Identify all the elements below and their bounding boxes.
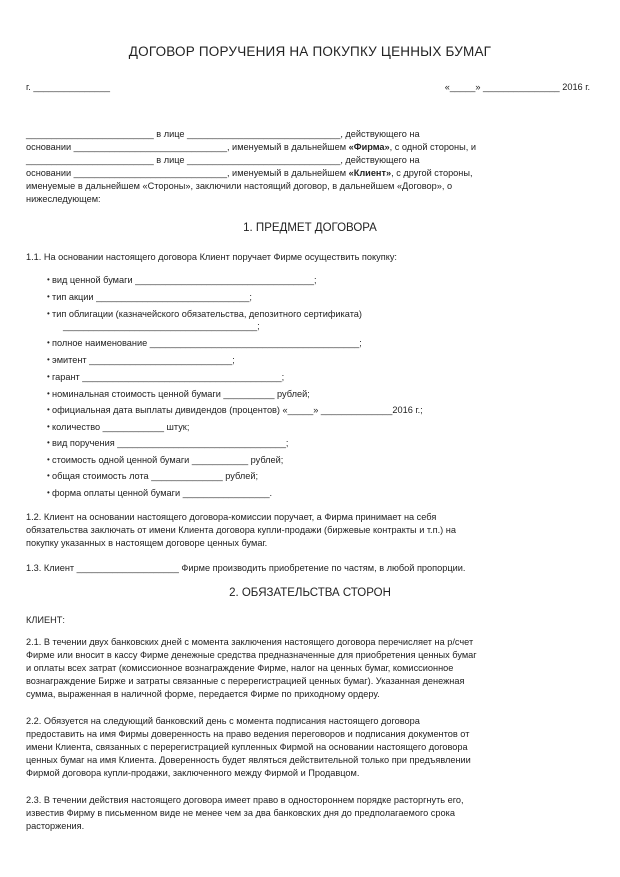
bullet-item: • тип облигации (казначейского обязательства, депозитного сертификата)	[52, 308, 362, 320]
paragraph-2-3-line: известив Фирму в письменном виде не менее чем за два банковских дня до предполагаемого срока	[26, 808, 455, 818]
preamble-line: _________________________ в лице ______________________________, действующего на	[26, 129, 420, 139]
paragraph-2-2-line: предоставить на имя Фирмы доверенность на право ведения переговоров и подписания документов от	[26, 729, 470, 739]
bullet-item: • полное наименование _________________________________________;	[52, 337, 362, 349]
preamble-line: основании ______________________________, именуемый в дальнейшем «Клиент», с другой стороны,	[26, 168, 473, 178]
preamble-line: именуемые в дальнейшем «Стороны», заключили настоящий договор, в дальнейшем «Договор», о	[26, 181, 453, 191]
page-title: ДОГОВОР ПОРУЧЕНИЯ НА ПОКУПКУ ЦЕННЫХ БУМАГ	[128, 44, 492, 59]
paragraph-2-2-line: Фирмой договора купли-продажи, заключенного между Фирмой и Продавцом.	[26, 768, 360, 778]
bullet-item: • вид ценной бумаги ___________________________________;	[52, 274, 317, 286]
paragraph-1-1: 1.1. На основании настоящего договора Клиент поручает Фирме осуществить покупку:	[26, 252, 397, 262]
client-label: КЛИЕНТ:	[26, 615, 65, 625]
paragraph-2-1-line: и оплаты всех затрат (комиссионное вознаграждение Фирме, налог на ценных бумаг, комиссионное	[26, 663, 454, 673]
bullet-item: • гарант _______________________________________;	[52, 371, 284, 383]
paragraph-2-3-line: 2.3. В течении действия настоящего договора имеет право в одностороннем порядке расторгнуть его,	[26, 795, 464, 805]
bullet-item: • эмитент ____________________________;	[52, 354, 235, 366]
bullet-item: • количество ____________ штук;	[52, 421, 189, 433]
bullet-item: • тип акции ______________________________;	[52, 291, 252, 303]
bullet-item: • номинальная стоимость ценной бумаги __________ рублей;	[52, 388, 310, 400]
bullet-item: • стоимость одной ценной бумаги ___________ рублей;	[52, 454, 283, 466]
paragraph-2-1-line: сумма, выраженная в наличной форме, передается Фирме по приходному ордеру.	[26, 689, 380, 699]
bullet-item: • общая стоимость лота ______________ рублей;	[52, 470, 258, 482]
section-heading-2: 2. ОБЯЗАТЕЛЬСТВА СТОРОН	[229, 587, 391, 599]
paragraph-2-1-line: вознаграждение Бирже и затраты связанные с перерегистрацией ценных бумаг). Указанная денежная	[26, 676, 465, 686]
paragraph-1-2-line: покупку указанных в настоящем договоре ценных бумаг.	[26, 538, 268, 548]
paragraph-2-2-line: имени Клиента, связанных с перерегистрацией купленных Фирмой на основании настоящего договора	[26, 742, 468, 752]
city-line: г. _______________	[26, 82, 110, 92]
section-heading-1: 1. ПРЕДМЕТ ДОГОВОРА	[243, 222, 377, 234]
bullet-item: • вид поручения _________________________________;	[52, 437, 288, 449]
paragraph-1-2-line: обязательства заключать от имени Клиента договора купли-продажи (биржевые контракты и т.п.) на	[26, 525, 456, 535]
bullet-item: • официальная дата выплаты дивидендов (процентов) «_____» ______________2016 г.;	[52, 404, 423, 416]
paragraph-2-1-line: Фирме или вносит в кассу Фирме денежные средства предназначенные для приобретения ценных бумаг	[26, 650, 477, 660]
paragraph-2-3-line: расторжения.	[26, 821, 85, 831]
preamble-line: _________________________ в лице ______________________________, действующего на	[26, 155, 420, 165]
bullet-item: • форма оплаты ценной бумаги _________________.	[52, 487, 272, 499]
preamble-line: нижеследующем:	[26, 194, 101, 204]
bullet-continuation: ______________________________________;	[63, 321, 260, 331]
paragraph-2-2-line: ценных бумаг на имя Клиента. Доверенность будет являться действительной только при предъявлении	[26, 755, 471, 765]
paragraph-1-3: 1.3. Клиент ____________________ Фирме производить приобретение по частям, в любой пропорции.	[26, 563, 466, 573]
date-line: «_____» _______________ 2016 г.	[444, 82, 590, 92]
paragraph-2-2-line: 2.2. Обязуется на следующий банковский день с момента подписания настоящего договора	[26, 716, 420, 726]
paragraph-2-1-line: 2.1. В течении двух банковских дней с момента заключения настоящего договора перечисляет на р/счет	[26, 637, 474, 647]
paragraph-1-2-line: 1.2. Клиент на основании настоящего договора-комиссии поручает, а Фирма принимает на себя	[26, 512, 437, 522]
preamble-line: основании ______________________________, именуемый в дальнейшем «Фирма», с одной стороны, и	[26, 142, 476, 152]
